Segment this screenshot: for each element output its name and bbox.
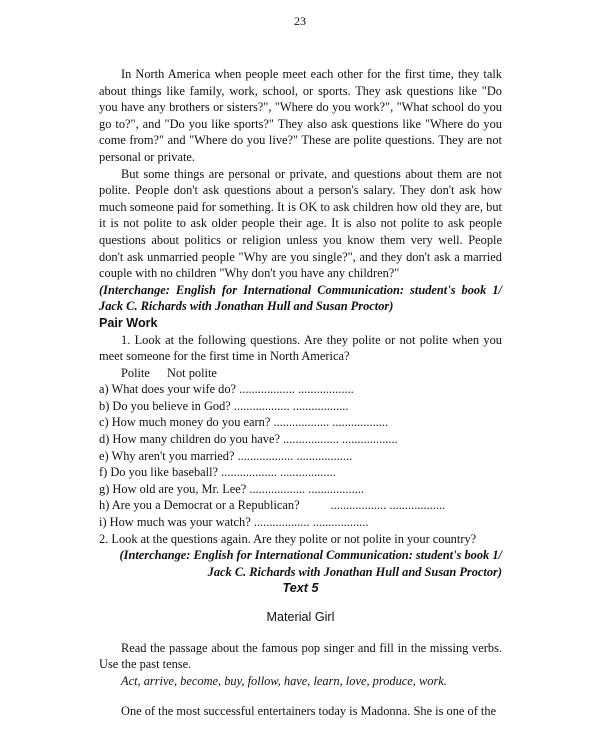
question-item: i) How much was your watch? .................. .................. [99,515,369,530]
answer-columns [121,365,502,382]
question-item: f) Do you like baseball? .................. .................. [99,465,336,480]
column-not-polite: Not polite [167,365,217,380]
question-item: c) How much money do you earn? .................. .................. [99,415,389,430]
text5-passage: One of the most successful entertainers today is Madonna. She is one of the [121,704,497,719]
question-item: e) Why aren't you married? .................. .................. [99,448,353,463]
page-content [99,66,502,720]
page-number: 23 [294,14,306,28]
intro-paragraph-2: But some things are personal or private, and questions about them are not polite. People don't ask questions about a person's salary. They don't ask how much someone paid for something. It is OK to ask children how old they are, but it is not polite to ask older people their age. It is also not polite to ask people questions about politics or religion unless you know them very well. People don't ask unmarried people "Why are you single?", and they don't ask a married couple with no children "Why don't you have any children?" [99,166,502,281]
question-item: h) Are you a Democrat or a Republican? .................. .................. [99,498,446,513]
text5-heading: Text 5 [282,581,319,596]
pair-work-citation-line-1: (Interchange: English for International Communication: student's book 1/ [119,548,502,563]
verb-list: Act, arrive, become, buy, follow, have, learn, love, produce, work. [121,673,447,688]
intro-paragraph-1: In North America when people meet each other for the first time, they talk about things like family, work, school, or sports. They ask questions like "Do you have any brothers or sisters?", "Where do you work?", "What school do you go to?", and "Do you like sports?" They also ask questions like "Where do you come from?" and "Where do you live?" These are polite questions. They are not personal or private. [99,67,502,164]
pair-work-task-2: 2. Look at the questions again. Are they polite or not polite in your country? [99,531,477,546]
intro-citation: (Interchange: English for International Communication: student's book 1/ Jack C. Richards with Jonathan Hull and Susan Proctor) [99,282,502,314]
question-item: b) Do you believe in God? .................. .................. [99,398,349,413]
pair-work-citation-line-2: Jack C. Richards with Jonathan Hull and Susan Proctor) [207,564,502,579]
spacer [99,689,502,703]
question-item: d) How many children do you have? .................. .................. [99,432,398,447]
pair-work-heading: Pair Work [99,315,158,330]
question-item: g) How old are you, Mr. Lee? .................. .................. [99,481,364,496]
column-polite: Polite [121,365,150,380]
pair-work-task-1: 1. Look at the following questions. Are they polite or not polite when you meet someone for the first time in North America? [99,332,502,364]
text5-title: Material Girl [266,610,335,624]
text5-instruction: Read the passage about the famous pop singer and fill in the missing verbs. Use the past tense. [99,640,502,672]
question-item: a) What does your wife do? .................. .................. [99,382,354,397]
